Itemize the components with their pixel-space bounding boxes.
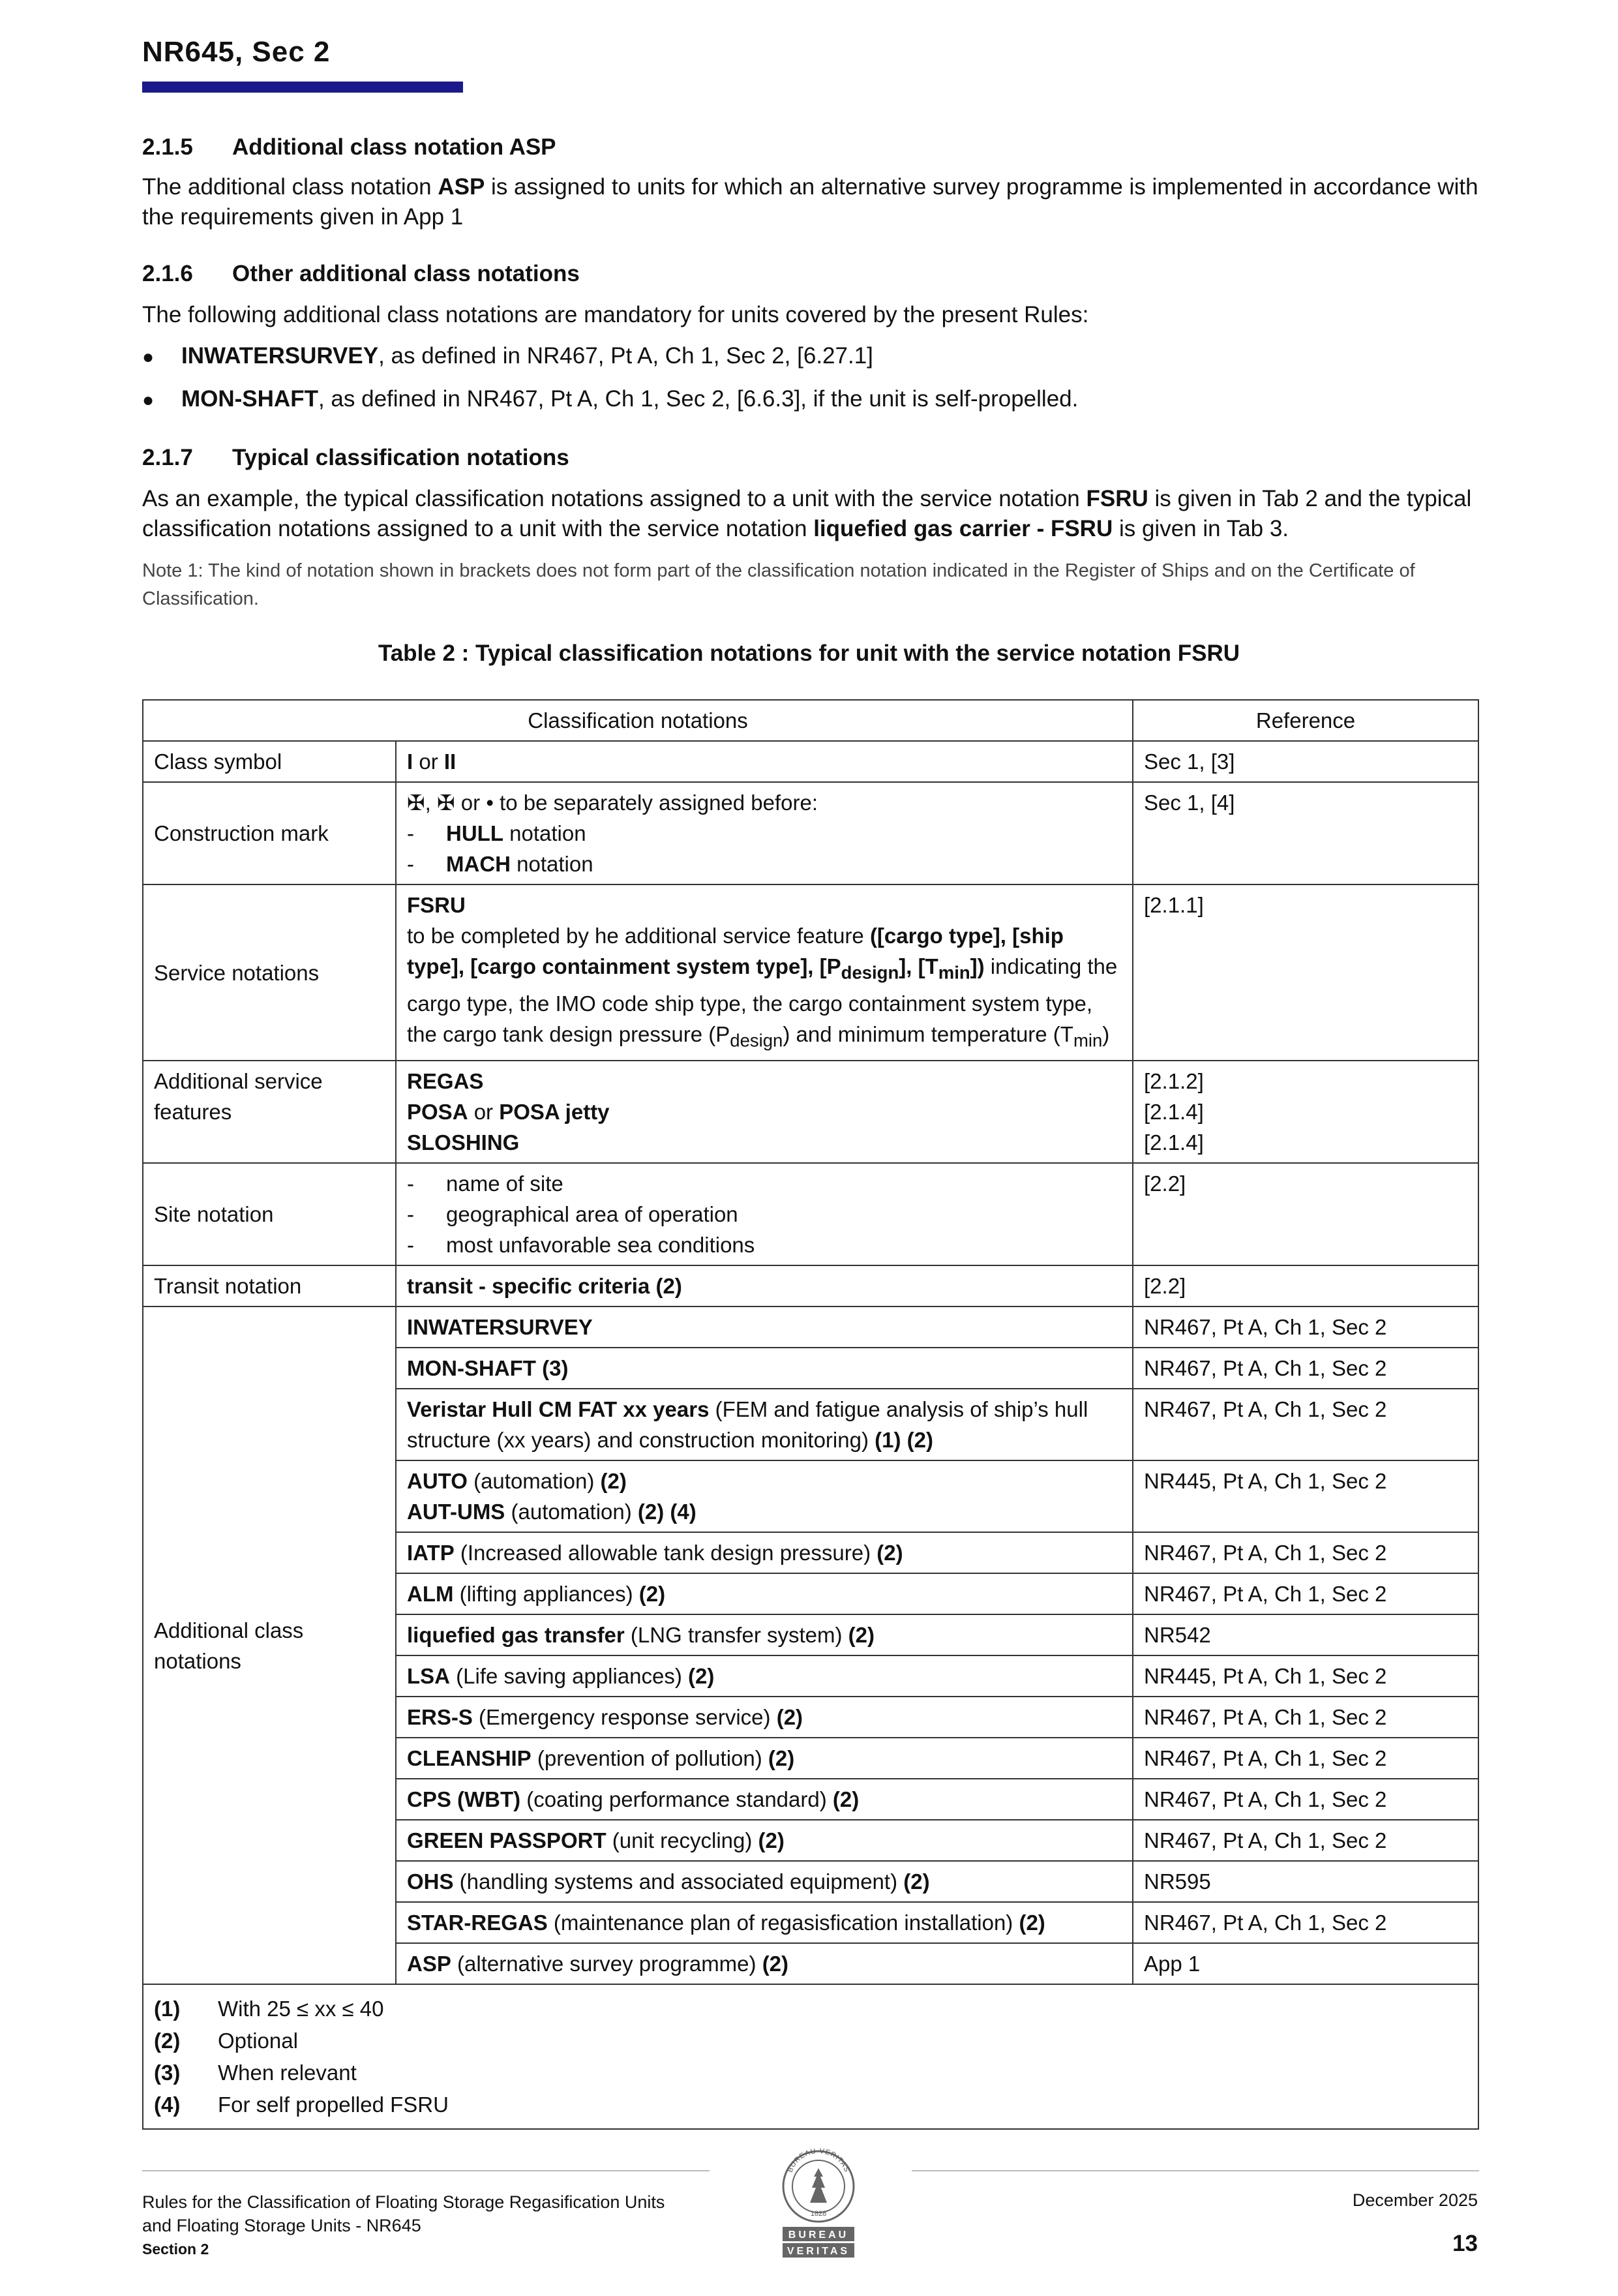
text-run-bold: (2) [762, 1952, 789, 1976]
text-run-bold: (2) [650, 1274, 682, 1299]
text-run-bold: AUT-UMS [407, 1500, 505, 1524]
text-run-bold: INWATERSURVEY [407, 1315, 593, 1340]
table-header-row [143, 700, 1478, 741]
notation-cell [396, 1738, 1133, 1779]
reference-line: [2.1.4] [1144, 1100, 1204, 1125]
text-run-bold: GREEN PASSPORT [407, 1828, 607, 1853]
notation-cell [396, 1061, 1133, 1163]
text-run-bold: Veristar Hull CM FAT xx years [407, 1397, 710, 1422]
row-label: Additional service features [143, 1061, 396, 1163]
footnote [154, 2025, 1467, 2057]
text-run-bold: OHS [407, 1869, 454, 1894]
subscript: min [1073, 1030, 1103, 1051]
footnote-text: Optional [218, 2029, 298, 2053]
table-row [143, 1307, 1478, 1348]
text-run: notation [503, 821, 586, 845]
text-run: (automation) [467, 1469, 601, 1494]
text-run: indicating the cargo type, the IMO code ship type, the cargo containment system type, the cargo tank design pressure (P [407, 954, 1118, 1046]
section-number: 2.1.5 [142, 134, 193, 160]
footnote-text: With 25 ≤ xx ≤ 40 [218, 1997, 384, 2021]
row-label: Class symbol [143, 741, 396, 782]
text-run: ) and minimum temperature (T [783, 1021, 1073, 1046]
text-run: to be completed by he additional service feature [407, 924, 870, 948]
reference-cell: NR595 [1133, 1861, 1478, 1902]
footer-date: December 2025 [1352, 2190, 1478, 2210]
note-1: Note 1: The kind of notation shown in brackets does not form part of the classification notation indicated in the Register of Ships and on the Certificate of Classification. [142, 560, 1415, 609]
text-run-bold: ERS-S [407, 1705, 473, 1730]
text-run-bold: CLEANSHIP [407, 1746, 532, 1771]
subscript: design [841, 962, 899, 983]
text-run: is given in Tab 2 and the typical classification notations assigned to a unit with the service notation [142, 486, 1472, 541]
notation-cell [396, 1460, 1133, 1532]
footnote-number: (4) [154, 2092, 181, 2117]
footnote-number: (2) [154, 2029, 181, 2053]
footer-rule-left [142, 2170, 710, 2171]
section-number: 2.1.6 [142, 261, 193, 286]
section-title: Other additional class notations [232, 261, 580, 286]
paragraph-asp [142, 172, 1479, 232]
notation-cell [396, 1697, 1133, 1738]
reference-cell: NR467, Pt A, Ch 1, Sec 2 [1133, 1307, 1478, 1348]
notation-cell [396, 1614, 1133, 1655]
table-row [143, 884, 1478, 1061]
dash-item [407, 1199, 1122, 1230]
text-run-bold: (2) [1019, 1911, 1045, 1935]
reference-line: [2.1.4] [1144, 1130, 1204, 1155]
classification-notations-table [142, 699, 1479, 2130]
reference-cell: NR467, Pt A, Ch 1, Sec 2 [1133, 1820, 1478, 1861]
bureau-veritas-logo-icon [776, 2141, 861, 2265]
text-run: (Life saving appliances) [450, 1664, 689, 1689]
text-run: (unit recycling) [606, 1828, 758, 1853]
text-run-bold: ASP [407, 1952, 451, 1976]
notation-cell [396, 1348, 1133, 1389]
text-run-bold: (2) [638, 1582, 666, 1607]
text-run-bold: MON-SHAFT (3) [407, 1356, 569, 1381]
footnote-text: For self propelled FSRU [218, 2092, 449, 2117]
notation-cell [396, 1902, 1133, 1943]
text-run: (Increased allowable tank design pressure) [454, 1541, 877, 1565]
section-heading-2-1-7 [142, 445, 569, 471]
text-run-bold: (2) [768, 1746, 795, 1771]
text-run: or [468, 1100, 500, 1125]
text-run: (automation) [505, 1500, 638, 1524]
text-run: (maintenance plan of regasisfication installation) [547, 1911, 1019, 1935]
footnote-number: (3) [154, 2061, 181, 2085]
footer-document-title [142, 2190, 665, 2261]
footnote-number: (1) [154, 1997, 181, 2021]
subscript: min [938, 962, 970, 983]
text-run-bold: STAR-REGAS [407, 1911, 548, 1935]
text-run: is given in Tab 3. [1113, 516, 1289, 541]
text-run: The additional class notation [142, 174, 438, 200]
footer-line: and Floating Storage Units - NR645 [142, 2216, 421, 2235]
dash: - [407, 1233, 414, 1258]
notation-cell [396, 1820, 1133, 1861]
notation-cell [396, 1573, 1133, 1614]
text-run-bold: SLOSHING [407, 1130, 520, 1155]
reference-cell: Sec 1, [3] [1133, 741, 1478, 782]
section-heading-2-1-5 [142, 134, 556, 160]
dash: - [407, 1171, 414, 1196]
row-label: Site notation [143, 1163, 396, 1265]
text-run-bold: REGAS [407, 1069, 484, 1094]
row-label: Service notations [143, 884, 396, 1061]
notation-cell [396, 741, 1133, 782]
reference-cell: NR467, Pt A, Ch 1, Sec 2 [1133, 1902, 1478, 1943]
text-run-bold: HULL [446, 821, 503, 845]
text-run: or [413, 749, 444, 774]
text-run-bold: FSRU [407, 893, 466, 917]
dash-item [407, 1230, 1122, 1260]
text-run: (Emergency response service) [472, 1705, 777, 1730]
text-run-bold: CPS (WBT) [407, 1787, 521, 1812]
text-run-bold: (2) [848, 1623, 875, 1648]
reference-cell: NR467, Pt A, Ch 1, Sec 2 [1133, 1779, 1478, 1820]
service-description [407, 920, 1122, 1055]
text-run: name of site [446, 1171, 563, 1196]
text-run-bold: (2) [758, 1828, 785, 1853]
table-caption: Table 2 : Typical classification notations for unit with the service notation FSRU [378, 641, 1240, 666]
footer-rule-right [912, 2170, 1479, 2171]
footnote [154, 2089, 1467, 2121]
text-run-bold: FSRU [1086, 486, 1148, 511]
text-run: is assigned to units for which an alternative survey programme is implemented in accordance with the requirements given in App 1 [142, 174, 1478, 230]
table-row [143, 741, 1478, 782]
notation-cell [396, 1307, 1133, 1348]
paragraph-typical-notations [142, 484, 1479, 544]
section-number: 2.1.7 [142, 445, 193, 470]
text-run-bold: IATP [407, 1541, 455, 1565]
column-header-notations: Classification notations [143, 700, 1133, 741]
notation-cell [396, 1861, 1133, 1902]
text-run: geographical area of operation [446, 1202, 738, 1227]
row-label: Construction mark [143, 782, 396, 884]
reference-cell: [2.2] [1133, 1265, 1478, 1307]
text-run-bold: (2) (4) [637, 1500, 697, 1524]
footnote [154, 2057, 1467, 2089]
reference-cell: Sec 1, [4] [1133, 782, 1478, 884]
text-run: (FEM and fatigue analysis of ship’s hull structure (xx years) and construction monitoring) [407, 1397, 1088, 1453]
section-title: Additional class notation ASP [232, 134, 556, 160]
notation-cell [396, 1163, 1133, 1265]
text-run-bold: liquefied gas carrier - FSRU [813, 516, 1113, 541]
svg-text:BUREAU VERITAS: BUREAU VERITAS [786, 2147, 851, 2174]
notation-cell [396, 1265, 1133, 1307]
text-run: (coating performance standard) [520, 1787, 833, 1812]
text-run-bold: (2) [776, 1705, 803, 1730]
dash-item [407, 1168, 1122, 1199]
footnote [154, 1993, 1467, 2025]
text-run-bold: POSA [407, 1100, 468, 1125]
running-header-title: NR645, Sec 2 [142, 36, 331, 68]
section-heading-2-1-6 [142, 261, 580, 287]
bullet-icon: ● [142, 346, 155, 368]
svg-text:BUREAU: BUREAU [788, 2229, 849, 2241]
dash: - [407, 1202, 414, 1227]
reference-cell: NR467, Pt A, Ch 1, Sec 2 [1133, 1389, 1478, 1460]
table-footnotes [143, 1984, 1478, 2129]
dash-item [407, 818, 1122, 849]
footer-section: Section 2 [142, 2241, 209, 2258]
text-run-bold: ([cargo type], [ship type], [cargo containment system type], $[P_{design}]$, $[T_{min}]$) [407, 924, 1064, 983]
dash: - [407, 852, 414, 876]
section-title: Typical classification notations [232, 445, 569, 470]
bullet-item [142, 386, 1078, 412]
text-run-bold: POSA jetty [499, 1100, 610, 1125]
text-run-bold: (1) (2) [875, 1428, 933, 1453]
text-run: ) [1102, 1021, 1110, 1046]
text-run-bold: (2) [832, 1787, 860, 1812]
reference-cell: NR467, Pt A, Ch 1, Sec 2 [1133, 1348, 1478, 1389]
text-run: (prevention of pollution) [531, 1746, 768, 1771]
notation-cell [396, 1779, 1133, 1820]
text-run-bold: MON-SHAFT [181, 386, 318, 412]
text-line: ✠, ✠ or • to be separately assigned before: [407, 791, 818, 815]
table-row [143, 782, 1478, 884]
paragraph-mandatory-notations: The following additional class notations are mandatory for units covered by the present Rules: [142, 302, 1089, 327]
notation-cell [396, 1389, 1133, 1460]
footer-line: Rules for the Classification of Floating Storage Regasification Units [142, 2192, 665, 2212]
notation-cell [396, 884, 1133, 1061]
table-row [143, 1265, 1478, 1307]
reference-cell: NR467, Pt A, Ch 1, Sec 2 [1133, 1532, 1478, 1573]
notation-cell [396, 1943, 1133, 1984]
text-run-bold: MACH [446, 852, 511, 876]
reference-cell: [2.1.1] [1133, 884, 1478, 1061]
bullet-icon: ● [142, 389, 155, 411]
svg-text:VERITAS: VERITAS [787, 2246, 850, 2257]
header-accent-bar [142, 82, 463, 93]
svg-text:1828: 1828 [810, 2210, 827, 2218]
text-run: As an example, the typical classification notations assigned to a unit with the service notation [142, 486, 1086, 511]
reference-cell: App 1 [1133, 1943, 1478, 1984]
text-run-bold: II [443, 749, 457, 774]
reference-cell: NR467, Pt A, Ch 1, Sec 2 [1133, 1573, 1478, 1614]
text-run-bold: (2) [876, 1541, 903, 1565]
bullet-item [142, 343, 873, 369]
reference-cell: NR445, Pt A, Ch 1, Sec 2 [1133, 1460, 1478, 1532]
text-run-bold: INWATERSURVEY [181, 343, 379, 369]
table-footnotes-row [143, 1984, 1478, 2129]
reference-cell: NR467, Pt A, Ch 1, Sec 2 [1133, 1697, 1478, 1738]
text-run-bold: I [407, 749, 413, 774]
text-run-bold: AUTO [407, 1469, 468, 1494]
notation-cell [396, 1532, 1133, 1573]
dash-item [407, 849, 1122, 879]
reference-line: [2.1.2] [1144, 1069, 1204, 1094]
text-run-bold: ASP [438, 174, 485, 200]
text-run: (lifting appliances) [453, 1582, 639, 1607]
text-run: , as defined in NR467, Pt A, Ch 1, Sec 2, [6.27.1] [378, 343, 873, 369]
text-run: notation [510, 852, 593, 876]
text-run-bold: LSA [407, 1664, 450, 1689]
text-run: , as defined in NR467, Pt A, Ch 1, Sec 2, [6.6.3], if the unit is self-propelled. [318, 386, 1079, 412]
row-label: Additional class notations [143, 1307, 396, 1984]
row-label: Transit notation [143, 1265, 396, 1307]
text-run: (LNG transfer system) [624, 1623, 848, 1648]
reference-cell: NR445, Pt A, Ch 1, Sec 2 [1133, 1655, 1478, 1697]
reference-cell: NR542 [1133, 1614, 1478, 1655]
notation-cell [396, 1655, 1133, 1697]
dash: - [407, 821, 414, 845]
footnote-text: When relevant [218, 2061, 357, 2085]
text-run-bold: ALM [407, 1582, 454, 1607]
text-run-bold: (2) [600, 1469, 627, 1494]
reference-cell [1133, 1061, 1478, 1163]
subscript: design [730, 1030, 783, 1051]
table-row [143, 1061, 1478, 1163]
page-number: 13 [1452, 2231, 1478, 2256]
notation-cell [396, 782, 1133, 884]
text-run-bold: (2) [688, 1664, 715, 1689]
text-run-bold: (2) [903, 1869, 930, 1894]
table-row [143, 1163, 1478, 1265]
text-run-bold: liquefied gas transfer [407, 1623, 625, 1648]
text-run-bold: transit - specific criteria [407, 1274, 650, 1299]
reference-cell: [2.2] [1133, 1163, 1478, 1265]
reference-cell: NR467, Pt A, Ch 1, Sec 2 [1133, 1738, 1478, 1779]
text-run: (alternative survey programme) [451, 1952, 762, 1976]
text-run: (handling systems and associated equipment) [453, 1869, 904, 1894]
column-header-reference: Reference [1133, 700, 1478, 741]
text-run: most unfavorable sea conditions [446, 1233, 755, 1258]
